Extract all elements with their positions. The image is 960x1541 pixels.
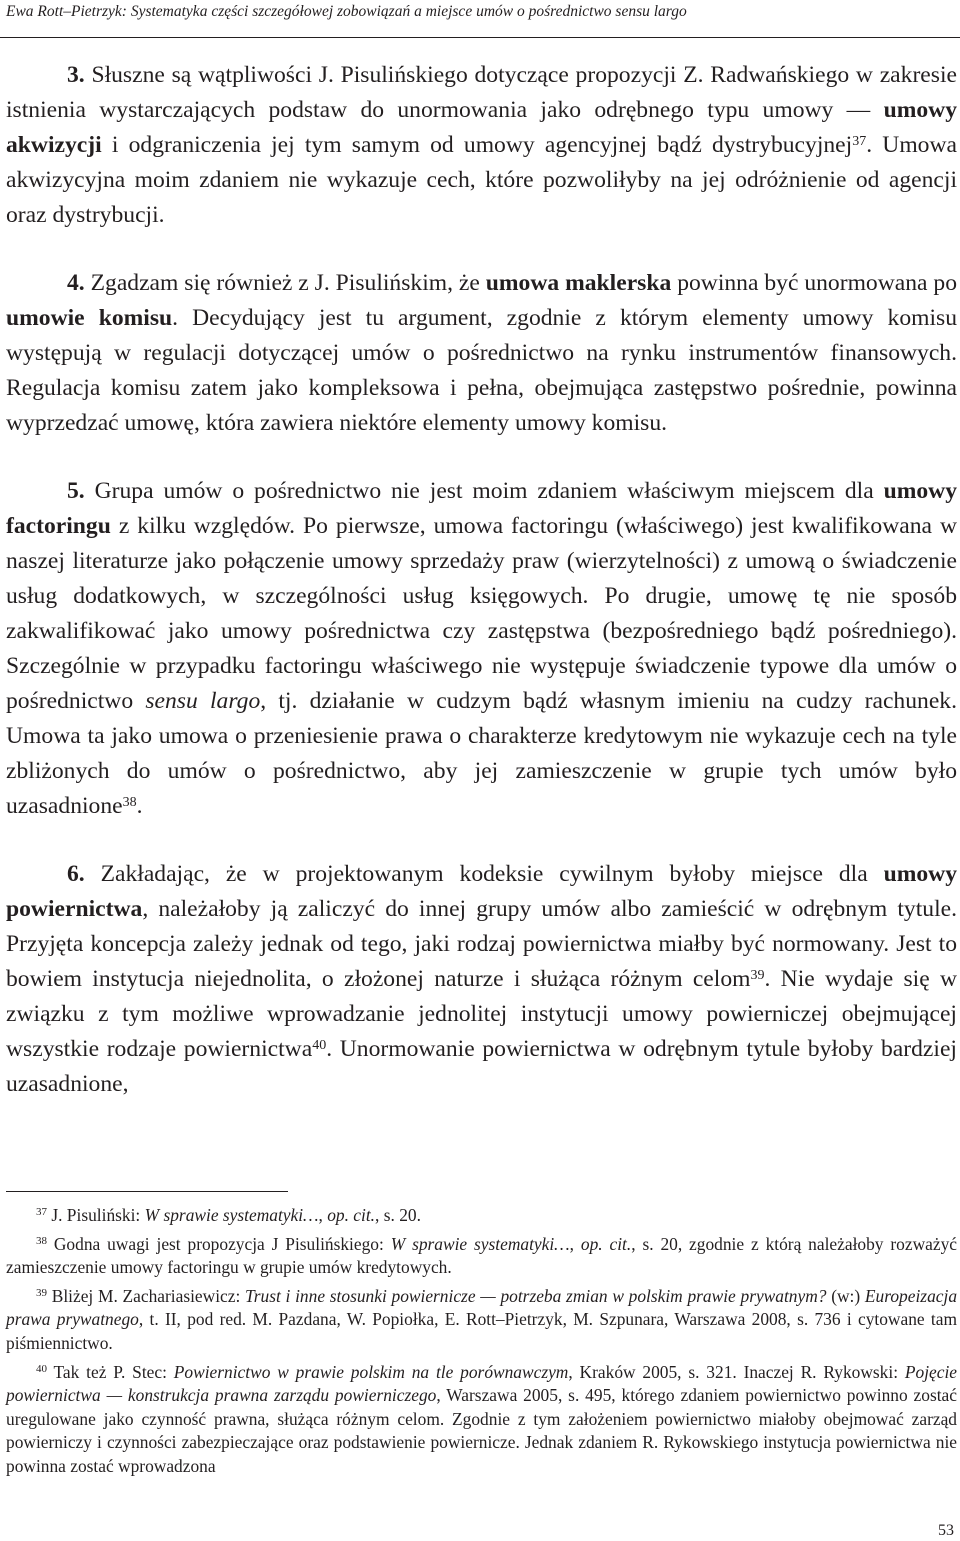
text-segment: Zgadzam się również z J. Pisulińskim, że — [84, 270, 486, 296]
paragraph-3 — [6, 58, 957, 233]
footnote-italic: W sprawie systematyki… — [390, 1233, 570, 1254]
footnote-italic: op. cit. — [327, 1205, 376, 1225]
footnote-rule — [6, 1191, 288, 1192]
paragraph-5 — [6, 474, 957, 824]
bold-term: umowa maklerska — [485, 270, 672, 296]
text-segment: Grupa umów o pośrednictwo nie jest moim zdaniem właściwym miejscem dla — [84, 478, 884, 504]
footnote-italic: op. cit. — [580, 1233, 632, 1254]
page-number: 53 — [938, 1522, 954, 1539]
text-segment: i odgraniczenia jej tym samym od umowy agencyjnej bądź dystrybucyjnej — [101, 132, 853, 158]
footnote-italic: Pojęcie powiernictwa — konstrukcja prawna zarządu powierniczego — [6, 1361, 958, 1406]
footnote-text: , s. 20, zgodnie z którą należałoby rozważyć zamieszczenie umowy factoringu w grupie umów kredytowych. — [6, 1233, 957, 1278]
footnote-text: (w:) — [826, 1285, 865, 1306]
footnote-number: 38 — [36, 1234, 47, 1247]
paragraph-number: 6. — [67, 861, 85, 887]
paragraph-number: 3. — [67, 62, 85, 88]
running-title: Ewa Rott–Pietrzyk: Systematyka części szczegółowej zobowiązań a miejsce umów o pośrednictwo sensu largo — [6, 3, 687, 20]
footnote-ref: 37 — [852, 134, 867, 150]
footnote-number: 37 — [36, 1206, 47, 1219]
footnote-italic: Powiernictwo w prawie polskim na tle porównawczym — [173, 1361, 569, 1382]
text-segment: . Umowa akwizycyjna moim zdaniem nie wykazuje cech, które pozwoliłyby na jej odróżnienie od agencji oraz dystrybucji. — [6, 132, 957, 228]
paragraph-4 — [6, 266, 957, 441]
text-segment: Słuszne są wątpliwości J. Pisulińskiego dotyczące propozycji Z. Radwańskiego w zakresie istnienia wystarczających podstaw do unormowania jako odrębnego typu umowy — — [6, 62, 957, 123]
bold-term: umowy factoringu — [6, 478, 957, 539]
text-segment: . Nie wydaje się w związku z tym możliwe wprowadzanie jednolitej instytucji umowy powierniczej obejmującej wszystkie rodzaje powiernictwa — [6, 966, 957, 1062]
text-segment: . Decydujący jest tu argument, zgodnie z którym elementy umowy komisu występują w regulacji dotyczącej umów o pośrednictwo na rynku instrumentów finansowych. Regulacja komisu zatem jako kompleksowa i pełna, obejmująca zastępstwo pośrednie, powinna wyprzedzać umowę, która zawiera niektóre elementy umowy komisu. — [6, 305, 958, 436]
footnote-text: , Warszawa 2005, s. 495, którego zdaniem powiernictwo powinno zostać uregulowane jako czynność prawna, służąca różnym celom. Zgodnie z tym założeniem powiernictwo miałoby obejmować zarząd powierniczy i czynności zabezpieczające oraz podstawienie powiernicze. Jednak zdaniem R. Rykowskiego instytucja powiernictwa nie powinna zostać wprowadzona — [6, 1385, 957, 1476]
footnote-ref: 39 — [750, 968, 765, 984]
bold-term: umowie komisu — [6, 305, 173, 331]
footnote-text: J. Pisuliński: — [47, 1205, 145, 1225]
bold-term: umowy powiernictwa — [6, 861, 957, 922]
footnote-number: 40 — [36, 1362, 47, 1375]
footnote-text: , t. II, pod red. M. Pazdana, W. Popiołka, E. Rott–Pietrzyk, M. Szpunara, Warszawa 2008, s. 736 i cytowane tam piśmiennictwo. — [6, 1309, 957, 1353]
footnote-40 — [6, 1361, 957, 1479]
text-segment: , tj. działanie w cudzym bądź własnym imieniu na cudzy rachunek. Umowa ta jako umowa o przeniesienie prawa o charakterze kredytowym nie wykazuje cech na tyle zbliżonych do umów o pośrednictwo, aby jej zamieszczenie w grupie tych umów było uzasadnione — [6, 688, 957, 819]
main-text — [6, 58, 957, 1102]
text-segment: z kilku względów. Po pierwsze, umowa factoringu (właściwego) jest kwalifikowana w naszej literaturze jako połączenie umowy sprzedaży praw (wierzytelności) z umową o świadczenie usług dodatkowych, w szczególności usług księgowych. Po drugie, umowę tę nie sposób zakwalifikować jako umowy pośrednictwa czy zastępstwa (bezpośredniego bądź pośredniego). Szczególnie w przypadku factoringu właściwego nie występuje świadczenie typowe dla umów o pośrednictwo — [6, 513, 957, 714]
paragraph-number: 4. — [67, 270, 85, 296]
footnote-italic: Trust i inne stosunki powiernicze — potrzeba zmian w polskim prawie prywatnym? — [245, 1285, 827, 1306]
paragraph-number: 5. — [67, 478, 85, 504]
footnote-text: Tak też P. Stec: — [47, 1361, 174, 1382]
footnote-text: Bliżej M. Zachariasiewicz: — [47, 1285, 246, 1306]
text-segment: powinna być unormowana po — [671, 270, 957, 296]
footnote-italic: W sprawie systematyki… — [144, 1205, 319, 1225]
running-header — [0, 0, 960, 38]
footnote-text: Godna uwagi jest propozycja J Pisulińskiego: — [47, 1233, 391, 1254]
footnote-38 — [6, 1233, 957, 1280]
header-rule — [0, 37, 960, 38]
footnote-text: , — [569, 1233, 581, 1254]
italic-term: sensu largo — [145, 688, 261, 714]
text-segment: . — [136, 793, 143, 819]
footnote-ref: 38 — [122, 795, 137, 811]
footnote-italic: Europeizacja prawa prywatnego — [6, 1285, 958, 1330]
footnotes — [6, 1204, 957, 1479]
text-segment: . Unormowanie powiernictwa w odrębnym tytule byłoby bardziej uzasadnione, — [6, 1036, 957, 1097]
footnote-text: , — [318, 1205, 328, 1225]
footnote-text: , s. 20. — [375, 1205, 421, 1225]
footnote-number: 39 — [36, 1286, 47, 1299]
text-segment: , należałoby ją zaliczyć do innej grupy umów albo zamieścić w odrębnym tytule. Przyjęta koncepcja zależy jednak od tego, jaki rodzaj powiernictwa miałby być normowany. Jest to bowiem instytucja niejednolita, o złożonej naturze i służąca różnym celom — [6, 896, 957, 992]
paragraph-6 — [6, 857, 957, 1102]
footnote-37 — [6, 1204, 957, 1228]
bold-term: umowy akwizycji — [6, 97, 957, 158]
text-segment: Zakładając, że w projektowanym kodeksie cywilnym byłoby miejsce dla — [84, 861, 884, 887]
footnote-text: , Kraków 2005, s. 321. Inaczej R. Rykowski: — [568, 1361, 905, 1382]
footnote-39 — [6, 1285, 957, 1356]
footnote-ref: 40 — [312, 1038, 327, 1054]
